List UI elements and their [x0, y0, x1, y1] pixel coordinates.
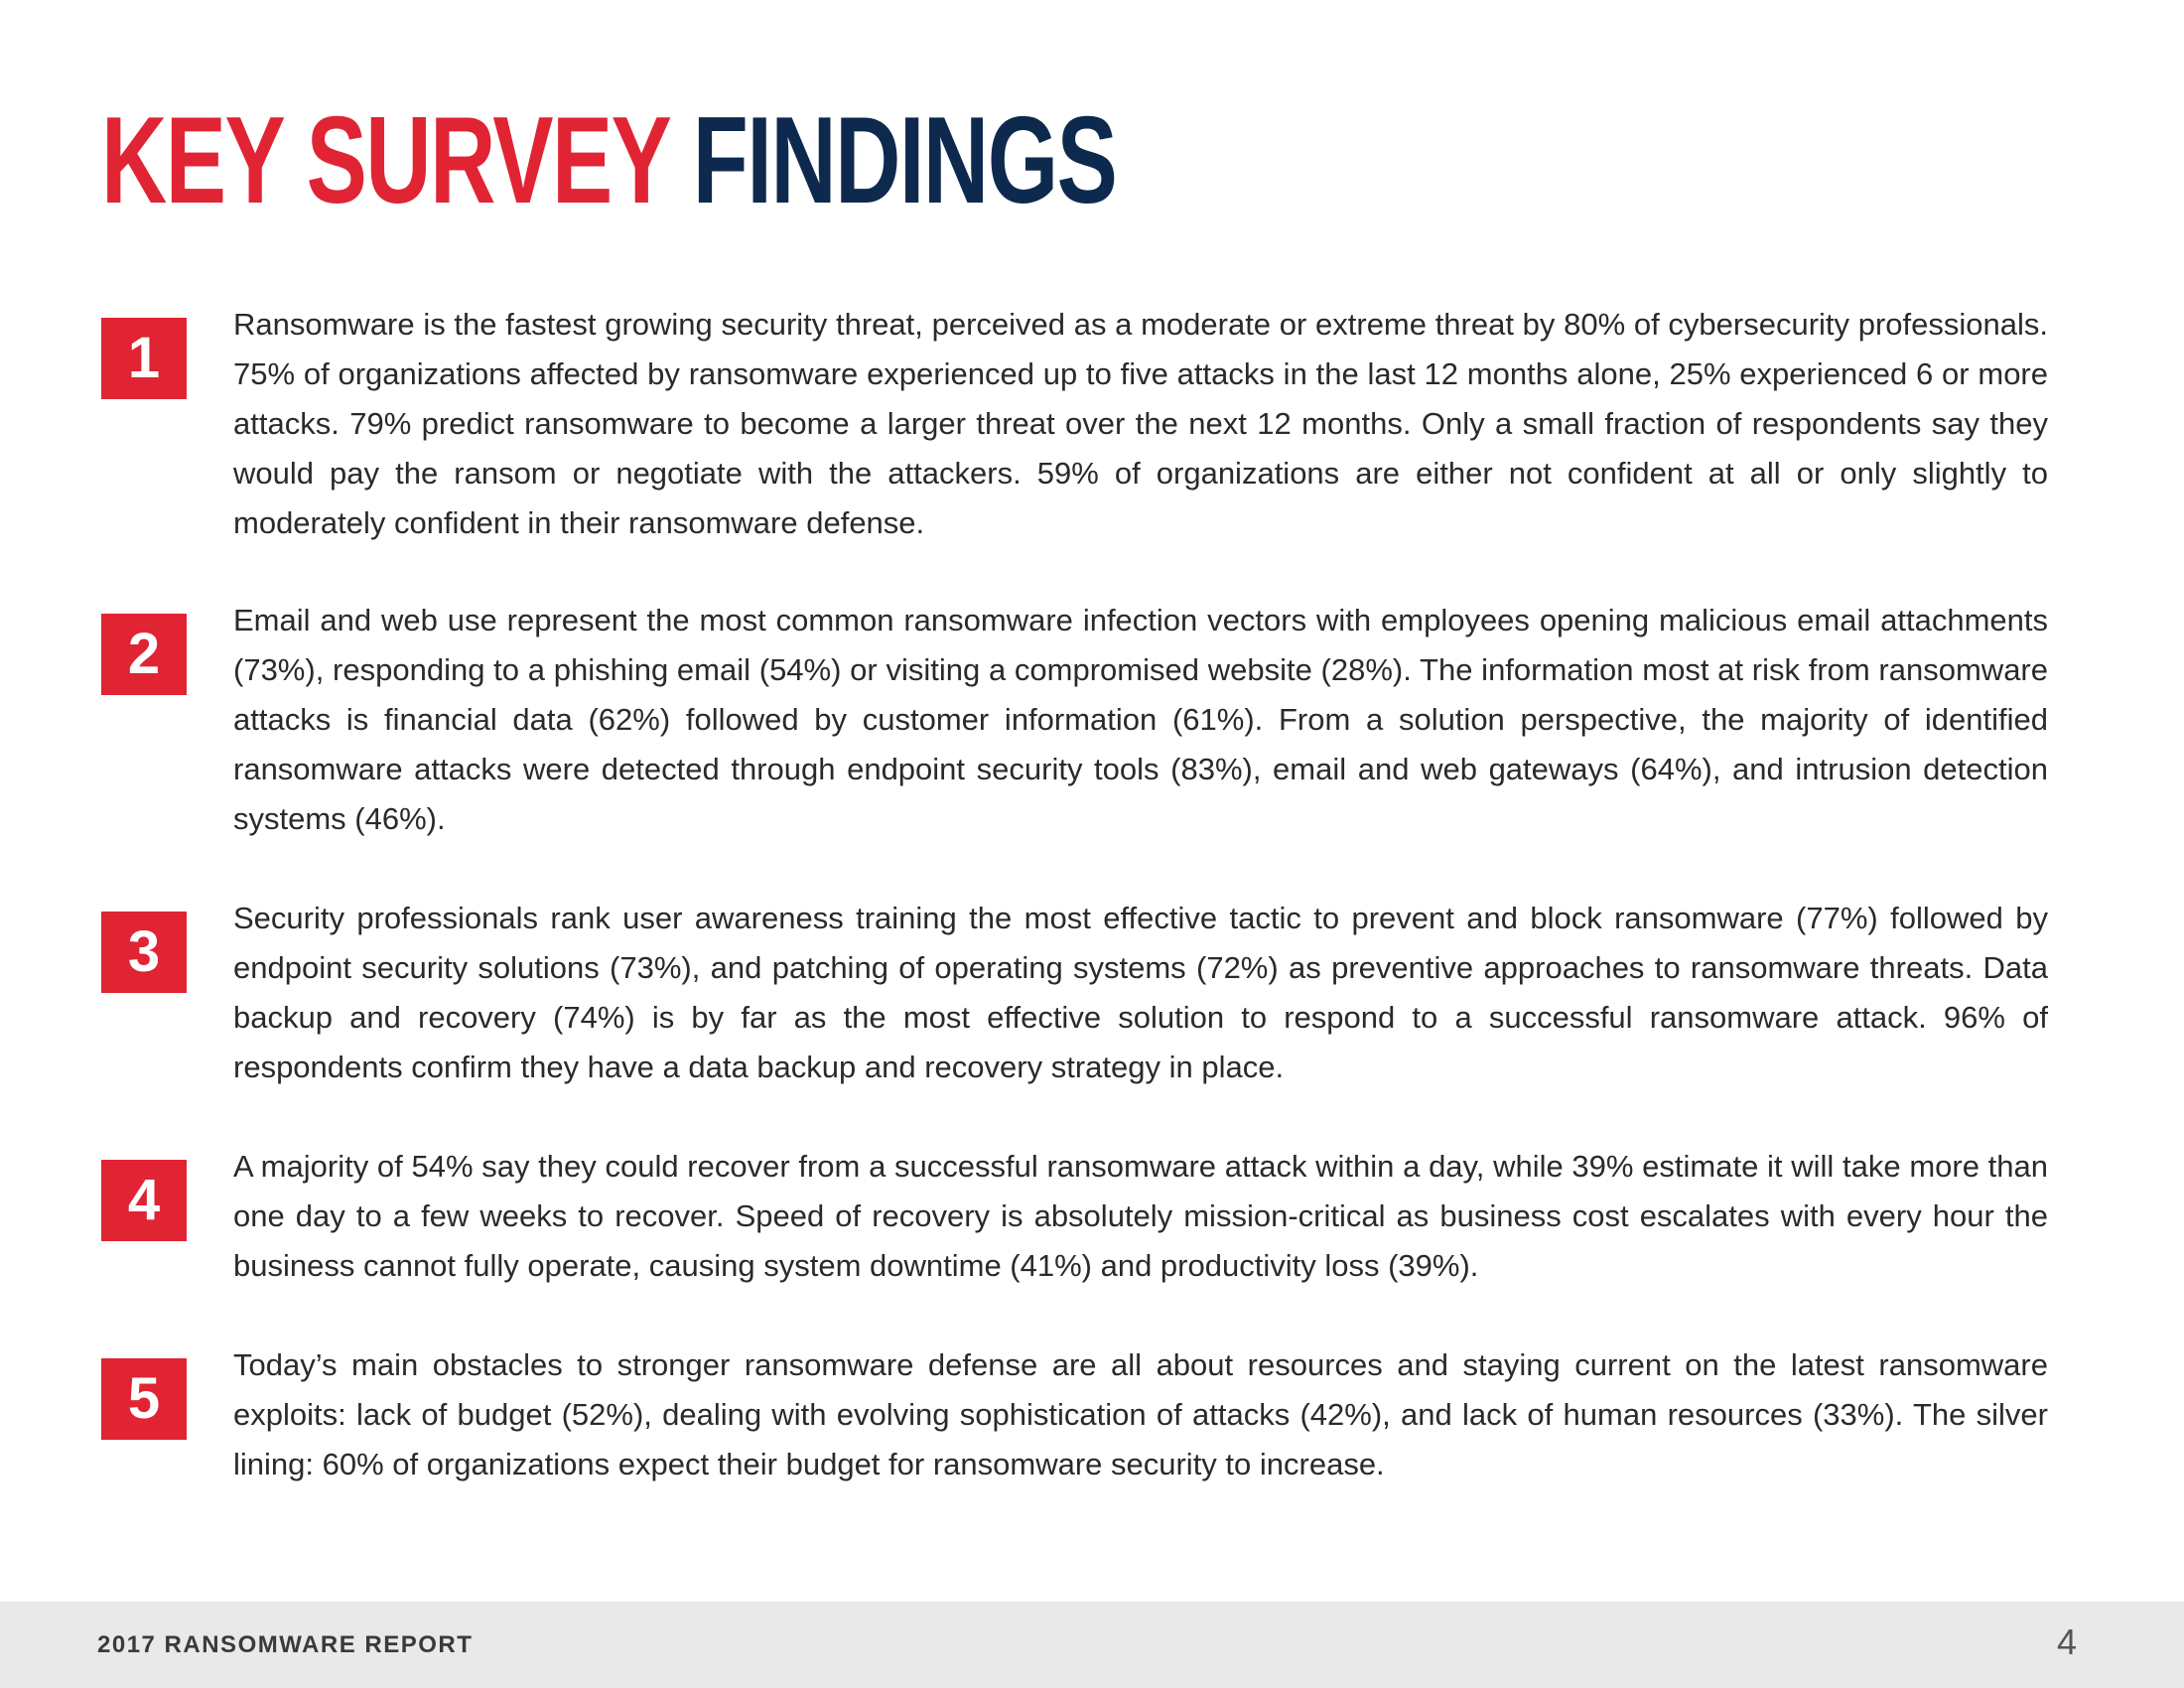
page-number: 4: [2056, 1621, 2077, 1662]
finding-number-badge: 3: [101, 912, 187, 993]
finding-text: Today’s main obstacles to stronger ransomware defense are all about resources and staying current on the latest ransomware exploits: lack of budget (52%), dealing with evolving sophistication of attacks (42%), and lack of human resources (33%). The silver lining: 60% of organizations expect their budget for ransomware security to increase.: [233, 1347, 2048, 1481]
page-title-part2: FINDINGS: [692, 92, 1117, 229]
finding-text: Email and web use represent the most common ransomware infection vectors with employees opening malicious email attachments (73%), responding to a phishing email (54%) or visiting a compromised website (28%). The information most at risk from ransomware attacks is financial data (62%) followed by customer information (61%). From a solution perspective, the majority of identified ransomware attacks were detected through endpoint security tools (83%), email and web gateways (64%), and intrusion detection systems (46%).: [233, 603, 2048, 836]
finding-text: Security professionals rank user awareness training the most effective tactic to prevent and block ransomware (77%) followed by endpoint security solutions (73%), and patching of operating systems (72%) as preventive approaches to ransomware threats. Data backup and recovery (74%) is by far as the most effective solution to respond to a successful ransomware attack. 96% of respondents confirm they have a data backup and recovery strategy in place.: [233, 901, 2048, 1084]
footer-bar: [0, 1602, 2184, 1688]
finding-number-badge: 1: [101, 318, 187, 399]
finding-number-badge: 4: [101, 1160, 187, 1241]
finding-number-badge: 5: [101, 1358, 187, 1440]
footer-report-title: 2017 RANSOMWARE REPORT: [97, 1631, 474, 1658]
finding-text: A majority of 54% say they could recover from a successful ransomware attack within a day, while 39% estimate it will take more than one day to a few weeks to recover. Speed of recovery is absolutely mission-critical as business cost escalates with every hour the business cannot fully operate, causing system downtime (41%) and productivity loss (39%).: [233, 1149, 2048, 1283]
page-title-part1: KEY SURVEY: [101, 92, 669, 229]
page-title: [101, 92, 1117, 229]
finding-text: Ransomware is the fastest growing security threat, perceived as a moderate or extreme threat by 80% of cybersecurity professionals. 75% of organizations affected by ransomware experienced up to five attacks in the last 12 months alone, 25% experienced 6 or more attacks. 79% predict ransomware to become a larger threat over the next 12 months. Only a small fraction of respondents say they would pay the ransom or negotiate with the attackers. 59% of organizations are either not confident at all or only slightly to moderately confident in their ransomware defense.: [233, 307, 2048, 540]
finding-number-badge: 2: [101, 614, 187, 695]
